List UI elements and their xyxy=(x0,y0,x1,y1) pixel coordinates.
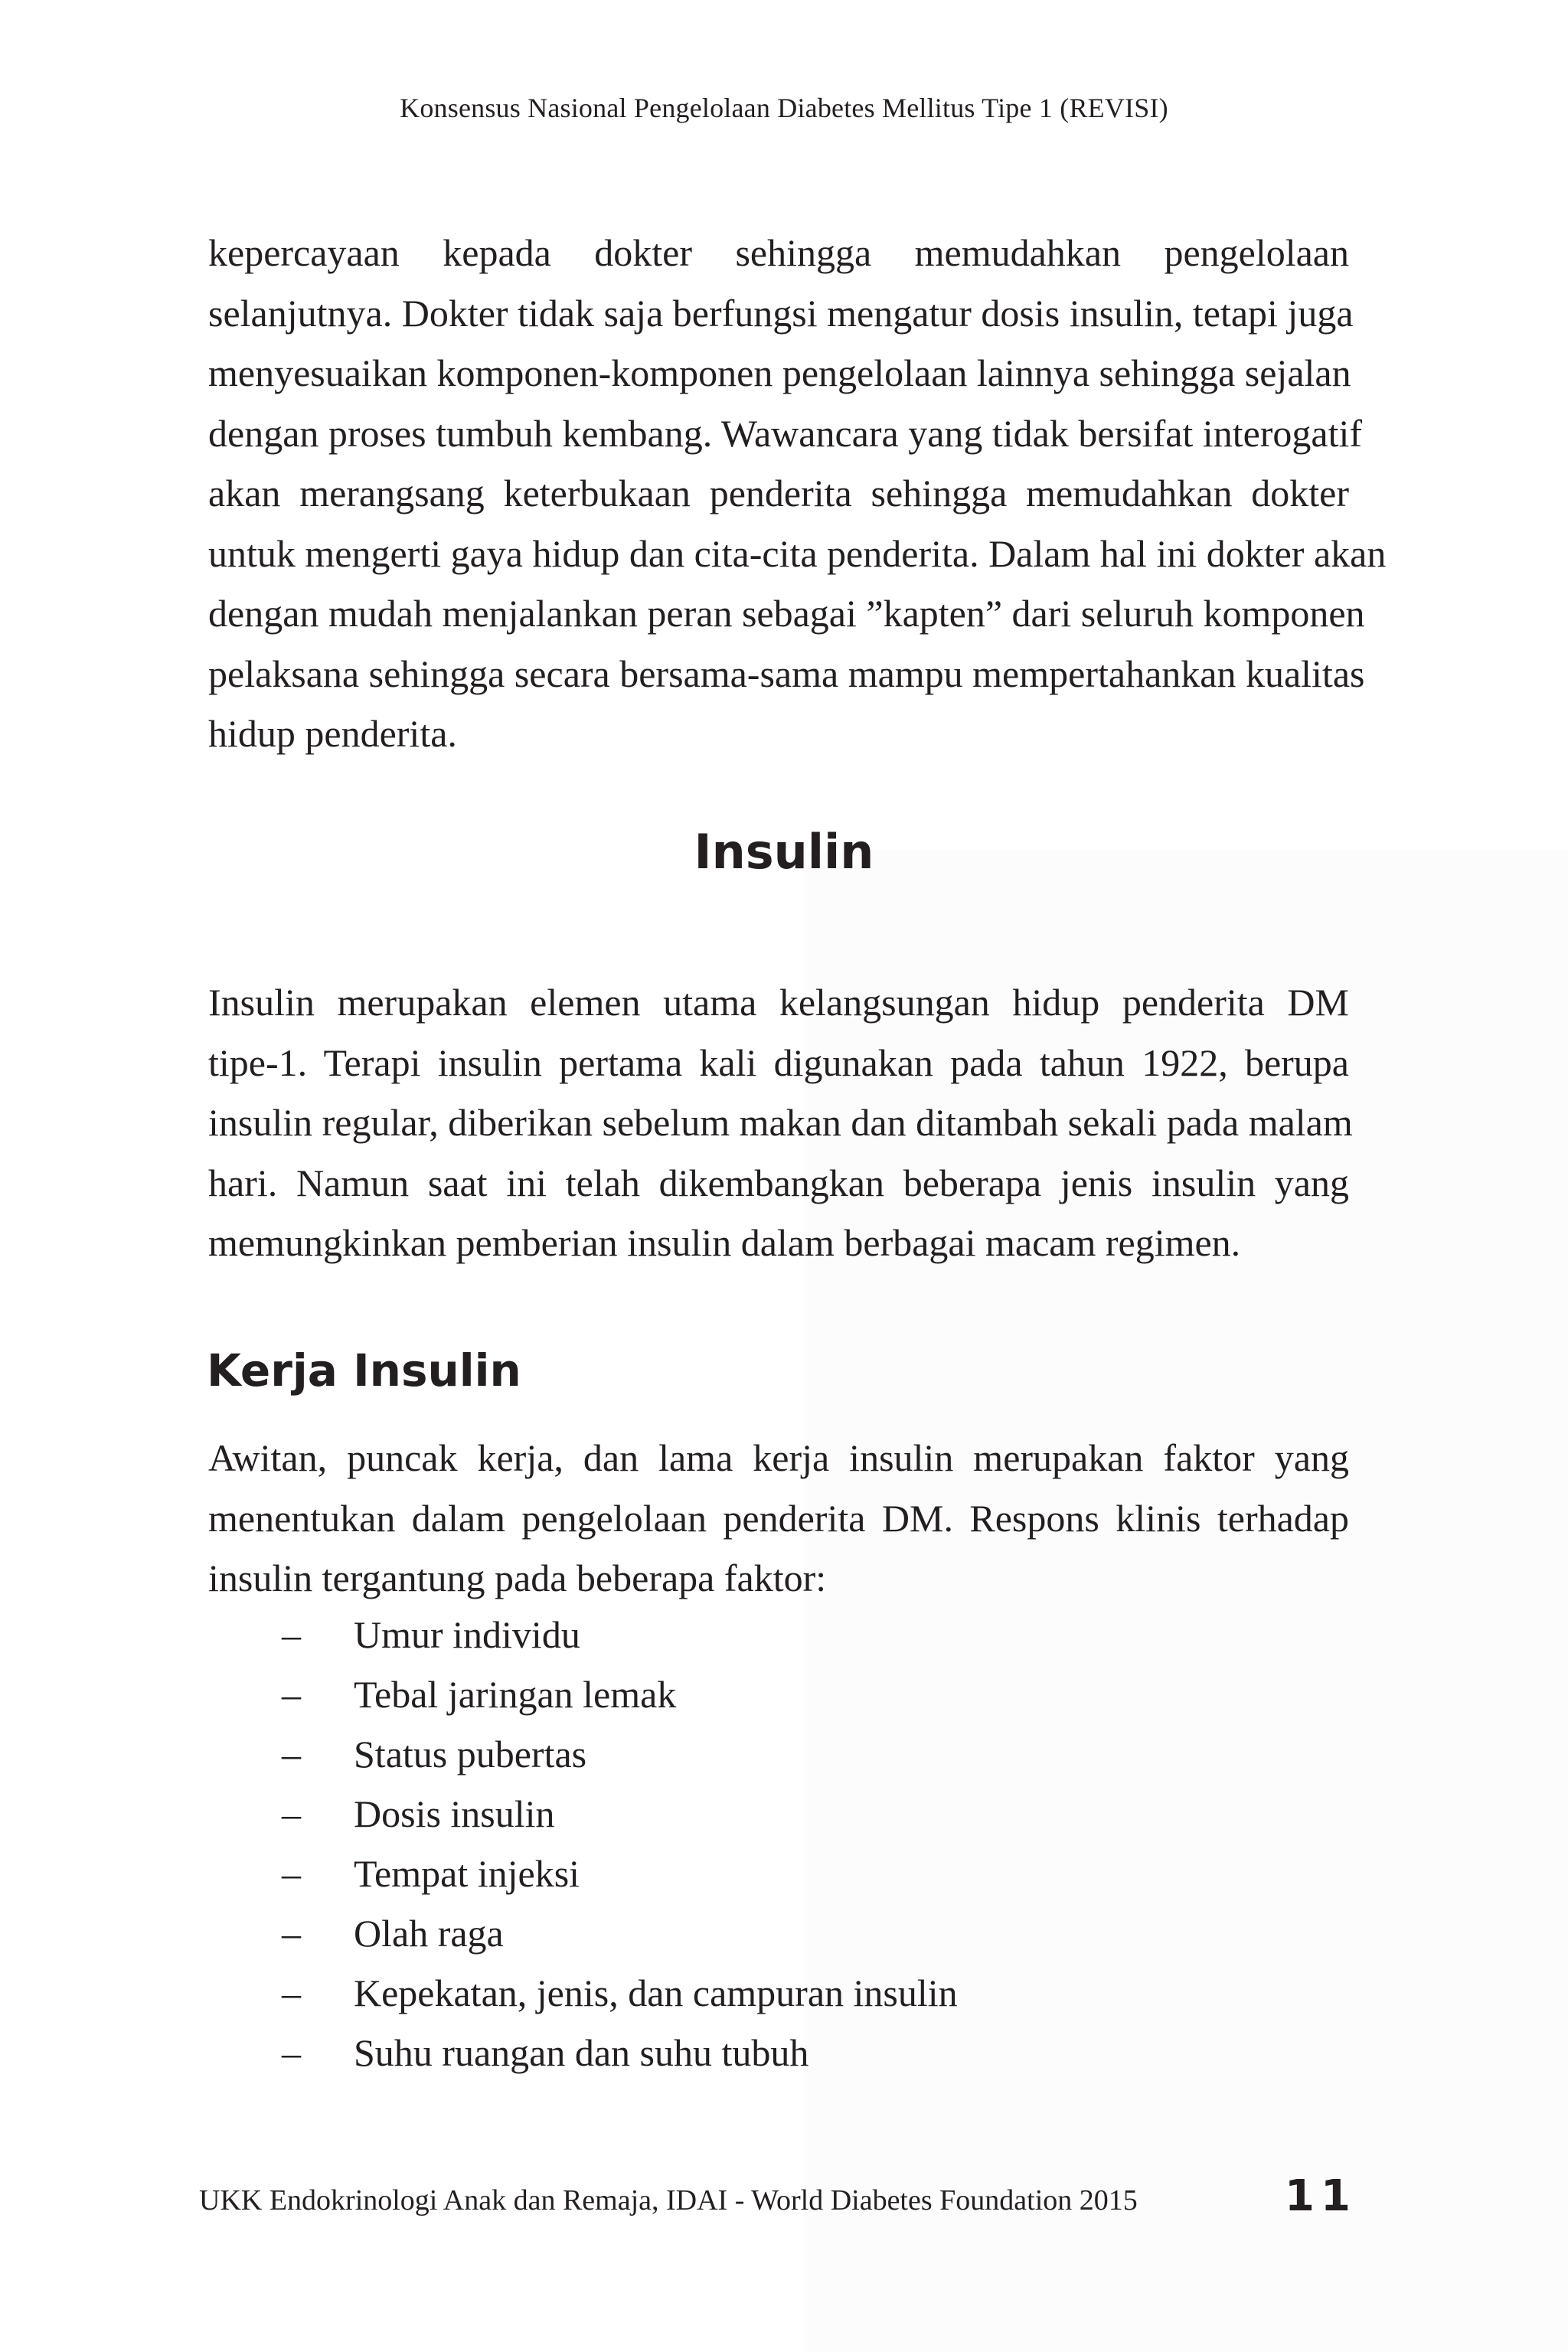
list-item xyxy=(282,1605,958,1664)
kerja-insulin-line: Awitan, puncak kerja, dan lama kerja insulin merupakan faktor yang xyxy=(208,1436,1349,1479)
list-item-text: Suhu ruangan dan suhu tubuh xyxy=(354,2031,809,2074)
intro-line: pelaksana sehingga secara bersama-sama mampu mempertahankan kualitas xyxy=(208,652,1365,695)
dash-bullet: – xyxy=(282,1613,301,1656)
list-item-text: Status pubertas xyxy=(354,1733,587,1775)
running-header: Konsensus Nasional Pengelolaan Diabetes Mellitus Tipe 1 (REVISI) xyxy=(400,93,1168,123)
kerja-insulin-line: insulin tergantung pada beberapa faktor: xyxy=(208,1557,827,1599)
insulin-line: insulin regular, diberikan sebelum makan dan ditambah sekali pada malam xyxy=(208,1101,1353,1144)
dash-bullet: – xyxy=(282,1733,301,1775)
dash-bullet: – xyxy=(282,2031,301,2074)
section-title: Insulin xyxy=(694,824,874,880)
list-item xyxy=(282,2023,958,2082)
insulin-line: memungkinkan pemberian insulin dalam berbagai macam regimen. xyxy=(208,1221,1241,1264)
insulin-line: tipe-1. Terapi insulin pertama kali digunakan pada tahun 1922, berupa xyxy=(208,1040,1349,1084)
dash-bullet: – xyxy=(282,1673,301,1716)
intro-line: untuk mengerti gaya hidup dan cita-cita penderita. Dalam hal ini dokter akan xyxy=(208,531,1387,575)
intro-line: akan merangsang keterbukaan penderita sehingga memudahkan dokter xyxy=(208,472,1349,514)
list-item-text: Umur individu xyxy=(354,1613,580,1656)
insulin-line: Insulin merupakan elemen utama kelangsungan hidup penderita DM xyxy=(208,981,1349,1024)
list-item-text: Tempat injeksi xyxy=(354,1852,580,1895)
list-item xyxy=(282,1963,958,2023)
footer-text: UKK Endokrinologi Anak dan Remaja, IDAI - World Diabetes Foundation 2015 xyxy=(199,2184,1138,2216)
kerja-insulin-paragraph xyxy=(208,1428,1349,1609)
list-item xyxy=(282,1724,958,1784)
intro-line: kepercayaan kepada dokter sehingga memudahkan pengelolaan xyxy=(208,231,1349,274)
list-item xyxy=(282,1903,958,1963)
dash-bullet: – xyxy=(282,1852,301,1895)
intro-line: selanjutnya. Dokter tidak saja berfungsi mengatur dosis insulin, tetapi juga xyxy=(208,291,1354,335)
page-number: 11 xyxy=(1285,2171,1357,2221)
dash-bullet: – xyxy=(282,1912,301,1955)
list-item-text: Tebal jaringan lemak xyxy=(354,1673,677,1716)
intro-line: dengan proses tumbuh kembang. Wawancara yang tidak bersifat interogatif xyxy=(208,411,1363,455)
dash-bullet: – xyxy=(282,1792,301,1835)
intro-paragraph xyxy=(208,223,1387,764)
intro-line: hidup penderita. xyxy=(208,712,457,755)
list-item-text: Olah raga xyxy=(354,1912,504,1955)
list-item xyxy=(282,1844,958,1903)
factor-list xyxy=(282,1605,958,2082)
intro-line: dengan mudah menjalankan peran sebagai ”kapten” dari seluruh komponen xyxy=(208,592,1365,635)
list-item-text: Kepekatan, jenis, dan campuran insulin xyxy=(354,1971,958,2014)
insulin-line: hari. Namun saat ini telah dikembangkan beberapa jenis insulin yang xyxy=(208,1161,1349,1204)
list-item xyxy=(282,1664,958,1724)
insulin-paragraph xyxy=(208,972,1353,1273)
dash-bullet: – xyxy=(282,1971,301,2014)
kerja-insulin-line: menentukan dalam pengelolaan penderita DM. Respons klinis terhadap xyxy=(208,1496,1349,1540)
list-item xyxy=(282,1784,958,1844)
intro-line: menyesuaikan komponen-komponen pengelolaan lainnya sehingga sejalan xyxy=(208,351,1351,394)
list-item-text: Dosis insulin xyxy=(354,1792,555,1835)
subsection-title: Kerja Insulin xyxy=(207,1344,521,1396)
